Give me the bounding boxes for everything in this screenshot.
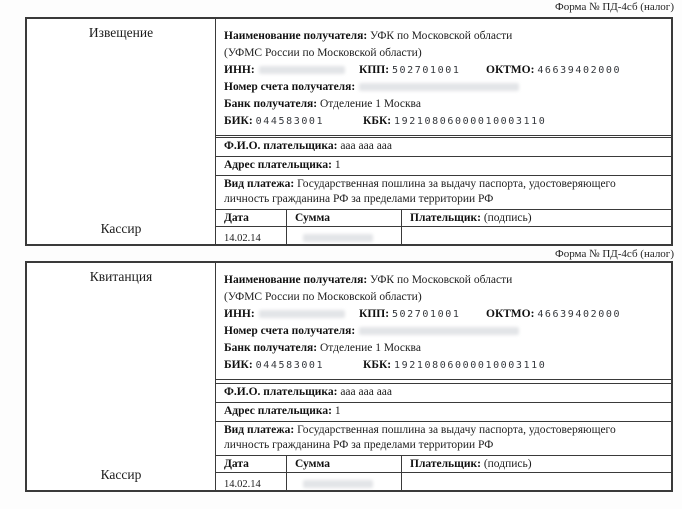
bik-group	[224, 357, 363, 374]
recipient-name-value: УФК по Московской области	[370, 274, 513, 286]
inn-redacted-value	[259, 66, 345, 74]
inn-kpp-oktmo-line	[224, 306, 665, 323]
notice-right-column	[216, 19, 671, 244]
bank-line	[224, 340, 665, 357]
account-label: Номер счета получателя:	[224, 81, 356, 93]
date-value-cell: 14.02.14	[216, 227, 287, 246]
form-number-label: Форма № ПД-4сб (налог)	[555, 248, 674, 260]
payment-type-label: Вид платежа:	[224, 424, 295, 436]
recipient-note-line: (УФМС России по Московской области)	[224, 47, 422, 59]
kbk-group	[363, 357, 546, 374]
sum-header-label: Сумма	[295, 212, 330, 224]
cashier-label: Кассир	[100, 221, 142, 236]
recipient-name-label: Наименование получателя:	[224, 30, 368, 42]
bik-value: 044583001	[255, 116, 325, 127]
payment-table-header	[216, 210, 671, 227]
bik-label: БИК:	[224, 359, 253, 371]
kpp-value: 502701001	[391, 309, 461, 320]
bank-label: Банк получателя:	[224, 98, 318, 110]
payment-type-value: Государственная пошлина за выдачу паспорта, удостоверяющего личность гражданина РФ за пределами территории РФ	[224, 424, 616, 451]
payer-address-label: Адрес плательщика:	[224, 159, 332, 171]
kbk-group	[363, 113, 546, 130]
recipient-name-label: Наименование получателя:	[224, 274, 368, 286]
oktmo-label: ОКТМО:	[486, 64, 535, 76]
sum-header-cell	[287, 210, 402, 226]
bank-value: Отделение 1 Москва	[319, 98, 421, 110]
bik-group	[224, 113, 363, 130]
payer-header-label: Плательщик:	[410, 458, 481, 470]
notice-section	[25, 17, 673, 246]
kbk-label: КБК:	[363, 115, 392, 127]
recipient-info-block	[216, 19, 671, 136]
bik-label: БИК:	[224, 115, 253, 127]
inn-kpp-oktmo-line	[224, 62, 665, 79]
bank-line	[224, 96, 665, 113]
kpp-group	[359, 306, 486, 323]
payer-name-row	[216, 137, 671, 156]
payer-name-value: ааа ааа ааа	[340, 386, 393, 398]
payer-header-cell	[402, 210, 671, 226]
recipient-name-value: УФК по Московской области	[370, 30, 513, 42]
payment-table	[216, 455, 671, 490]
payer-address-label: Адрес плательщика:	[224, 405, 332, 417]
oktmo-label: ОКТМО:	[486, 308, 535, 320]
date-value-cell: 14.02.14	[216, 473, 287, 492]
inn-group	[224, 62, 359, 79]
payer-name-row	[216, 383, 671, 402]
payment-table-row	[216, 473, 671, 492]
bank-value: Отделение 1 Москва	[319, 342, 421, 354]
payer-header-label: Плательщик:	[410, 212, 481, 224]
payer-header-note: (подпись)	[483, 212, 532, 224]
recipient-info-block	[216, 263, 671, 380]
receipt-left-column	[27, 263, 216, 490]
sum-value-cell	[287, 473, 402, 492]
receipt-section	[25, 261, 673, 492]
date-header-cell	[216, 210, 287, 226]
bik-kbk-line	[224, 113, 665, 130]
oktmo-group	[486, 62, 621, 79]
receipt-right-column	[216, 263, 671, 490]
account-redacted-value	[359, 83, 519, 91]
kpp-value: 502701001	[391, 65, 461, 76]
notice-left-column	[27, 19, 216, 244]
payer-name-label: Ф.И.О. плательщика:	[224, 140, 338, 152]
payment-table-header	[216, 456, 671, 473]
cashier-label: Кассир	[100, 467, 142, 482]
bik-kbk-line	[224, 357, 665, 374]
payer-name-value: ааа ааа ааа	[340, 140, 393, 152]
recipient-note-line: (УФМС России по Московской области)	[224, 291, 422, 303]
date-header-label: Дата	[224, 458, 249, 470]
kpp-label: КПП:	[359, 308, 390, 320]
payment-table-row	[216, 227, 671, 246]
inn-label: ИНН:	[224, 308, 255, 320]
payment-type-row	[216, 175, 671, 209]
payer-address-value: 1	[334, 159, 341, 171]
section-title: Квитанция	[89, 269, 153, 284]
payment-type-label: Вид платежа:	[224, 178, 295, 190]
oktmo-value: 46639402000	[537, 309, 622, 320]
kbk-value: 19210806000010003110	[394, 360, 547, 371]
sum-header-cell	[287, 456, 402, 472]
date-header-label: Дата	[224, 212, 249, 224]
kpp-group	[359, 62, 486, 79]
payer-signature-cell	[402, 227, 671, 246]
bik-value: 044583001	[255, 360, 325, 371]
kbk-label: КБК:	[363, 359, 392, 371]
inn-group	[224, 306, 359, 323]
account-redacted-value	[359, 327, 519, 335]
payer-address-value: 1	[334, 405, 341, 417]
recipient-name-line	[224, 272, 665, 289]
payment-type-row	[216, 421, 671, 455]
kpp-label: КПП:	[359, 64, 390, 76]
payer-address-row	[216, 156, 671, 175]
inn-redacted-value	[259, 310, 345, 318]
payer-name-label: Ф.И.О. плательщика:	[224, 386, 338, 398]
recipient-name-line	[224, 28, 665, 45]
sum-value-cell	[287, 227, 402, 246]
payer-address-row	[216, 402, 671, 421]
payment-table	[216, 209, 671, 244]
sum-redacted-value	[303, 480, 373, 488]
date-header-cell	[216, 456, 287, 472]
account-line	[224, 323, 665, 340]
oktmo-group	[486, 306, 621, 323]
inn-label: ИНН:	[224, 64, 255, 76]
form-number-label: Форма № ПД-4сб (налог)	[555, 1, 674, 13]
section-title: Извещение	[88, 25, 154, 40]
oktmo-value: 46639402000	[537, 65, 622, 76]
payer-signature-cell	[402, 473, 671, 492]
account-label: Номер счета получателя:	[224, 325, 356, 337]
account-line	[224, 79, 665, 96]
sum-header-label: Сумма	[295, 458, 330, 470]
bank-label: Банк получателя:	[224, 342, 318, 354]
payment-type-value: Государственная пошлина за выдачу паспорта, удостоверяющего личность гражданина РФ за пределами территории РФ	[224, 178, 616, 205]
sum-redacted-value	[303, 234, 373, 242]
payer-header-cell	[402, 456, 671, 472]
kbk-value: 19210806000010003110	[394, 116, 547, 127]
payer-header-note: (подпись)	[483, 458, 532, 470]
